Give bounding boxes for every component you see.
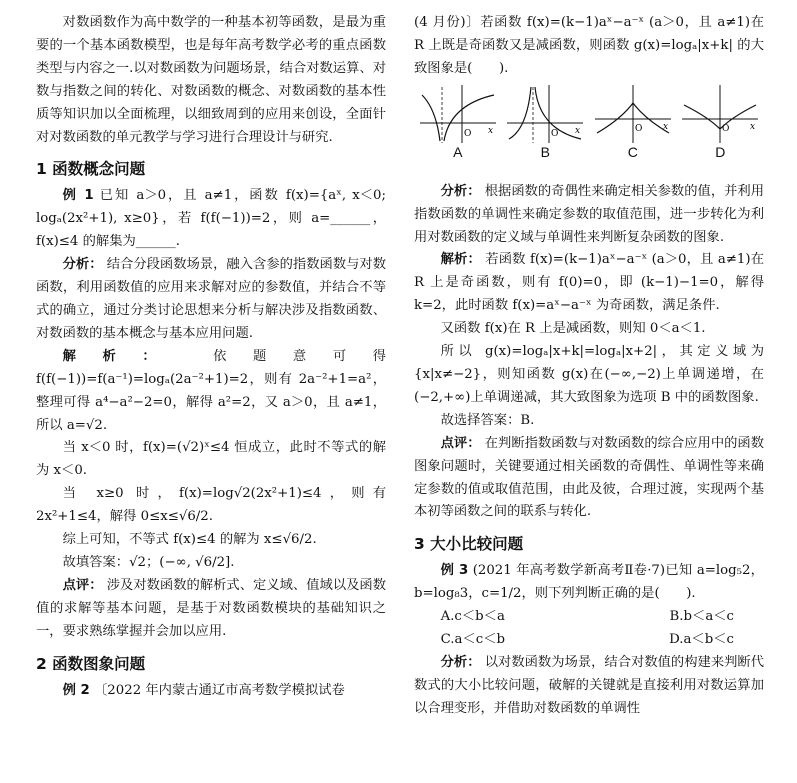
example1-text: 已知 a＞0，且 a≠1，函数 f(x)={aˣ, x＜0; logₐ(2x²+1), x≥0}，若 f(f(−1))=2，则 a=______，f(x)≤4 的解集为______. xyxy=(36,188,386,250)
comment2-text: 在判断指数函数与对数函数的综合应用中的函数图象问题时，关键要通过相关函数的奇偶性、单调性等来确定参数的值或取值范围，由此及彼，合理过渡，实现两个基本初等函数之间的联系与转化. xyxy=(414,435,765,520)
example2-start xyxy=(36,680,386,703)
answer1: 故填答案：√2；(−∞, √6/2]. xyxy=(62,554,235,570)
left-column xyxy=(36,12,386,702)
graph-option-c xyxy=(593,83,673,160)
intro-paragraph: 对数函数作为高中数学的一种基本初等函数，是最为重要的一个基本函数模型，也是每年高考数学必考的重点函数类型与内容之一.以对数函数为问题场景，结合对数运算、对数与指数之间的转化、对数函数的概念、对数函数的基本性质等知识加以全面梳理，以细致周到的应用来创设，全面针对对数函数的单元教学与学习进行合理设计与研究. xyxy=(36,15,386,145)
option-label-c: C xyxy=(627,143,638,160)
analysis2-text: 根据函数的奇偶性来确定相关参数的值，并利用指数函数的单调性来确定参数的取值范围，进一步转化为利用对数函数的定义域与单调性来判断复杂函数的图象. xyxy=(414,183,765,245)
example1 xyxy=(36,185,386,254)
analysis1-label: 分析： xyxy=(62,257,103,273)
svg-text:x: x xyxy=(750,121,756,132)
comment2-label: 点评： xyxy=(440,435,481,451)
solution1 xyxy=(36,346,386,438)
choice-a: A.c＜b＜a xyxy=(440,609,505,625)
example1-label: 例 1 xyxy=(62,188,94,204)
right-column xyxy=(414,12,764,721)
example3-label: 例 3 xyxy=(440,563,469,579)
case1: 当 x＜0 时，f(x)=(√2)ˣ≤4 恒成立，此时不等式的解为 x＜0. xyxy=(36,440,386,479)
analysis1-text: 结合分段函数场景，融入含参的指数函数与对数函数，利用函数值的应用来求解对应的参数值，并结合不等式的确立，通过分类讨论思想来分析与解决涉及指数函数、对数函数的基本概念与基本应用问题. xyxy=(36,257,387,341)
graph-d xyxy=(680,83,760,145)
graph-b xyxy=(505,83,585,145)
graph-option-d xyxy=(680,83,760,160)
solution2 xyxy=(414,249,764,318)
example3-text: (2021 年高考数学新高考Ⅱ卷·7)已知 a=log₅2，b=log₈3，c=1/2，则下列判断正确的是( ). xyxy=(414,563,764,602)
svg-text:O: O xyxy=(722,123,730,134)
example3 xyxy=(414,560,764,606)
example2-label: 例 2 xyxy=(62,682,90,698)
svg-text:O: O xyxy=(551,128,559,139)
section2-title: 2 函数图象问题 xyxy=(36,654,146,673)
option-label-a: A xyxy=(453,143,463,160)
solution1-label: 解析： xyxy=(62,348,183,364)
svg-text:O: O xyxy=(634,123,643,134)
example2-continued: (4 月份)〕若函数 f(x)=(k−1)aˣ−a⁻ˣ (a＞0，且 a≠1)在 R 上既是奇函数又是减函数，则函数 g(x)=logₐ|x+k| 的大致图象是( ). xyxy=(414,15,764,76)
analysis3-text: 以对数函数为场景，结合对数值的构建来判断代数式的大小比较问题，破解的关键就是直接利用对数运算加以合理变形，并借助对数函数的单调性 xyxy=(414,654,765,716)
analysis3 xyxy=(414,652,764,721)
comment1-label: 点评： xyxy=(62,577,103,593)
analysis3-label: 分析： xyxy=(440,654,481,670)
section1-title: 1 函数概念问题 xyxy=(36,160,146,179)
summary1: 综上可知，不等式 f(x)≤4 的解为 x≤√6/2. xyxy=(62,532,317,548)
svg-text:x: x xyxy=(575,125,581,136)
section3-title: 3 大小比较问题 xyxy=(414,535,524,554)
choice-c: C.a＜c＜b xyxy=(440,632,506,648)
comment1-text: 涉及对数函数的解析式、定义域、值域以及函数值的求解等基本问题，是基于对数函数模块的基础知识之一，要求熟练掌握并会加以应用. xyxy=(36,577,387,639)
graph-option-b xyxy=(505,83,585,160)
solution2-part2: 又函数 f(x)在 R 上是减函数，则知 0＜a＜1. xyxy=(440,321,706,337)
comment2 xyxy=(414,433,764,525)
option-label-b: B xyxy=(540,143,550,160)
choice-d: D.a＜b＜c xyxy=(669,632,734,648)
graph-option-a xyxy=(418,83,498,160)
graph-c xyxy=(593,83,673,145)
analysis1 xyxy=(36,254,386,346)
solution1-text: 依题意可得 f(f(−1))=f(a⁻¹)=logₐ(2a⁻²+1)=2，则有 2a⁻²+1=a²，整理可得 a⁴−a²−2=0，解得 a²=2，又 a＞0，且 a≠1，所以 a=√2. xyxy=(36,348,387,433)
option-label-d: D xyxy=(715,143,726,160)
example2-start-text: 〔2022 年内蒙古通辽市高考数学模拟试卷 xyxy=(94,682,345,698)
analysis2-label: 分析： xyxy=(440,183,481,199)
choices-row-2 xyxy=(414,629,764,652)
graph-options xyxy=(414,83,764,175)
solution2-text: 若函数 f(x)=(k−1)aˣ−a⁻ˣ (a＞0，且 a≠1)在 R 上是奇函数，则有 f(0)=0，即 (k−1)−1=0，解得 k=2，此时函数 f(x)=aˣ−a⁻ˣ 为奇函数，满足条件. xyxy=(414,252,764,314)
case2: 当 x≥0 时，f(x)=log√2(2x²+1)≤4，则有 2x²+1≤4，解得 0≤x≤√6/2. xyxy=(36,486,386,525)
svg-text:x: x xyxy=(487,125,493,136)
comment1 xyxy=(36,575,386,644)
svg-text:O: O xyxy=(463,128,472,139)
svg-text:x: x xyxy=(662,121,668,132)
choice-b: B.b＜a＜c xyxy=(669,609,734,625)
graph-a xyxy=(418,83,498,145)
solution2-part3: 所以 g(x)=logₐ|x+k|=logₐ|x+2|，其定义域为{x|x≠−2}，则知函数 g(x)在(−∞,−2)上单调递增，在(−2,+∞)上单调递减，其大致图象为选项 B 中的函数图象. xyxy=(414,344,764,405)
solution2-label: 解析： xyxy=(440,252,481,268)
analysis2 xyxy=(414,181,764,250)
answer2: 故选择答案：B. xyxy=(440,412,535,428)
choices-row-1 xyxy=(414,606,764,629)
